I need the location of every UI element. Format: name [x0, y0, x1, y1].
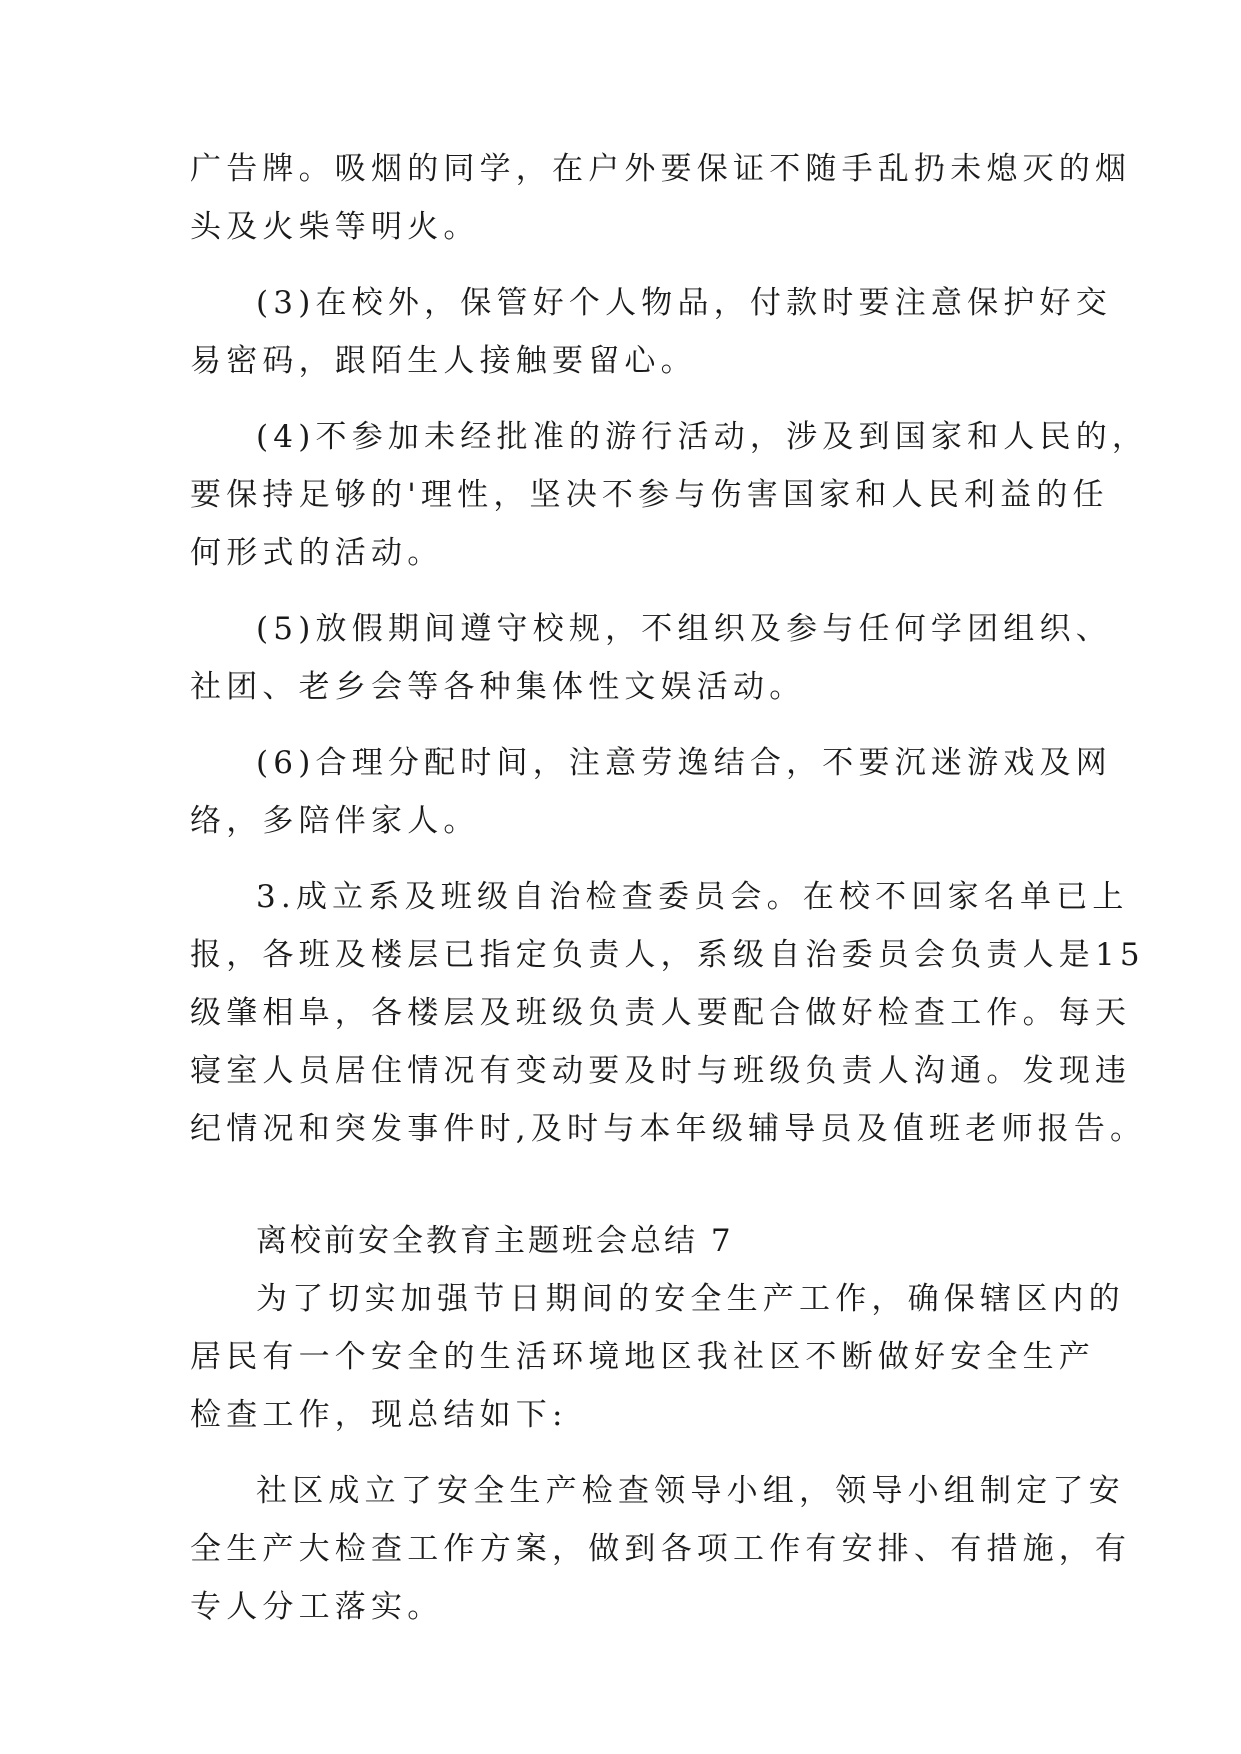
paragraph-line: 级肇相阜，各楼层及班级负责人要配合做好检查工作。每天 — [190, 995, 1132, 1031]
paragraph-line: 头及火柴等明火。 — [190, 209, 480, 245]
paragraph-line: 要保持足够的'理性，坚决不参与伤害国家和人民利益的任 — [190, 477, 1109, 513]
paragraph-line: 易密码，跟陌生人接触要留心。 — [190, 343, 697, 379]
paragraph-line: (3)在校外，保管好个人物品，付款时要注意保护好交 — [256, 285, 1112, 321]
paragraph-line: 社团、老乡会等各种集体性文娱活动。 — [190, 669, 806, 705]
paragraph-line: (4)不参加未经批准的游行活动，涉及到国家和人民的， — [256, 419, 1149, 455]
paragraph-line: 纪情况和突发事件时,及时与本年级辅导员及值班老师报告。 — [190, 1111, 1147, 1147]
paragraph-line: 寝室人员居住情况有变动要及时与班级负责人沟通。发现违 — [190, 1053, 1132, 1089]
paragraph-line: 何形式的活动。 — [190, 535, 444, 571]
paragraph-line: 广告牌。吸烟的同学，在户外要保证不随手乱扔未熄灭的烟 — [190, 151, 1132, 187]
paragraph-line: (5)放假期间遵守校规，不组织及参与任何学团组织、 — [256, 611, 1112, 647]
paragraph-line: 全生产大检查工作方案，做到各项工作有安排、有措施，有 — [190, 1531, 1132, 1567]
paragraph-line: 络，多陪伴家人。 — [190, 803, 480, 839]
paragraph-line: 专人分工落实。 — [190, 1589, 444, 1625]
paragraph-line: 3.成立系及班级自治检查委员会。在校不回家名单已上 — [256, 879, 1129, 915]
paragraph-line: 报，各班及楼层已指定负责人，系级自治委员会负责人是15 — [190, 937, 1145, 973]
paragraph-line: 检查工作，现总结如下: — [190, 1397, 568, 1433]
paragraph-line: 居民有一个安全的生活环境地区我社区不断做好安全生产 — [190, 1339, 1095, 1375]
section-heading: 离校前安全教育主题班会总结 7 — [256, 1223, 734, 1259]
paragraph-line: 为了切实加强节日期间的安全生产工作，确保辖区内的 — [256, 1281, 1125, 1317]
paragraph-line: 社区成立了安全生产检查领导小组，领导小组制定了安 — [256, 1473, 1125, 1509]
paragraph-line: (6)合理分配时间，注意劳逸结合，不要沉迷游戏及网 — [256, 745, 1112, 781]
